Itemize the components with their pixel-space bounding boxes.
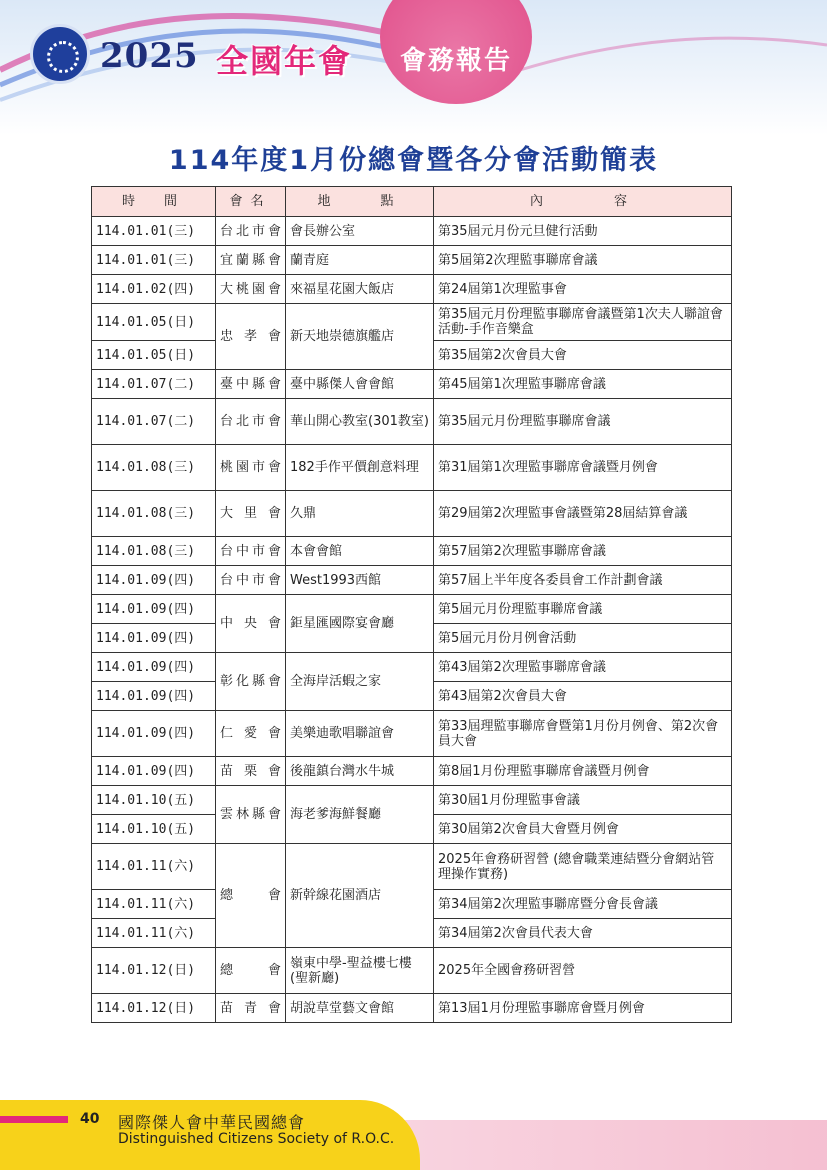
footer-org-name-english: Distinguished Citizens Society of R.O.C. — [118, 1131, 395, 1147]
cell-content: 2025年全國會務研習營 — [434, 948, 732, 994]
cell-date: 114.01.11(六) — [92, 844, 216, 890]
header-year: 2025 — [100, 36, 199, 76]
cell-venue: 美樂迪歌唱聯誼會 — [286, 711, 434, 757]
cell-org: 仁愛會 — [216, 711, 286, 757]
cell-content: 第35屆元月份元旦健行活動 — [434, 217, 732, 246]
cell-date: 114.01.11(六) — [92, 890, 216, 919]
header-date: 時 間 — [92, 187, 216, 217]
cell-date: 114.01.09(四) — [92, 757, 216, 786]
cell-date: 114.01.07(二) — [92, 370, 216, 399]
cell-content: 第24屆第1次理監事會 — [434, 275, 732, 304]
cell-date: 114.01.10(五) — [92, 815, 216, 844]
table-row — [92, 844, 732, 890]
cell-date: 114.01.09(四) — [92, 624, 216, 653]
table-row — [92, 948, 732, 994]
cell-org: 總會 — [216, 948, 286, 994]
cell-date: 114.01.01(三) — [92, 246, 216, 275]
cell-content: 第30屆第2次會員大會暨月例會 — [434, 815, 732, 844]
cell-org: 台北市會 — [216, 399, 286, 445]
section-label: 會務報告 — [399, 46, 512, 76]
cell-venue: 海老爹海鮮餐廳 — [286, 786, 434, 844]
cell-content: 第34屆第2次理監事聯席暨分會長會議 — [434, 890, 732, 919]
cell-org: 宜蘭縣會 — [216, 246, 286, 275]
cell-venue: 新天地崇德旗艦店 — [286, 304, 434, 370]
table-row — [92, 217, 732, 246]
cell-content: 第5屆元月份理監事聯席會議 — [434, 595, 732, 624]
cell-org: 大桃園會 — [216, 275, 286, 304]
cell-content: 第29屆第2次理監事會議暨第28屆結算會議 — [434, 491, 732, 537]
cell-org: 苗栗會 — [216, 757, 286, 786]
cell-org: 彰化縣會 — [216, 653, 286, 711]
footer-org-name-chinese: 國際傑人會中華民國總會 — [118, 1113, 306, 1132]
cell-date: 114.01.05(日) — [92, 304, 216, 341]
cell-org: 忠孝會 — [216, 304, 286, 370]
cell-date: 114.01.10(五) — [92, 786, 216, 815]
cell-org: 台中市會 — [216, 537, 286, 566]
cell-date: 114.01.09(四) — [92, 595, 216, 624]
cell-date: 114.01.09(四) — [92, 711, 216, 757]
cell-org: 台北市會 — [216, 217, 286, 246]
table-row — [92, 653, 732, 682]
cell-content: 第33屆理監事聯席會暨第1月份月例會、第2次會員大會 — [434, 711, 732, 757]
cell-venue: 久鼎 — [286, 491, 434, 537]
cell-content: 第35屆第2次會員大會 — [434, 341, 732, 370]
footer-pink-band — [400, 1120, 827, 1170]
cell-date: 114.01.05(日) — [92, 341, 216, 370]
cell-venue: 182手作平價創意料理 — [286, 445, 434, 491]
header-org: 會名 — [216, 187, 286, 217]
cell-content: 第8屆1月份理監事聯席會議暨月例會 — [434, 757, 732, 786]
table-row — [92, 566, 732, 595]
table-row — [92, 757, 732, 786]
cell-content: 第13屆1月份理監事聯席會暨月例會 — [434, 994, 732, 1023]
cell-content: 第57屆上半年度各委員會工作計劃會議 — [434, 566, 732, 595]
cell-date: 114.01.11(六) — [92, 919, 216, 948]
header-venue: 地 點 — [286, 187, 434, 217]
cell-date: 114.01.09(四) — [92, 653, 216, 682]
cell-org: 苗青會 — [216, 994, 286, 1023]
cell-date: 114.01.02(四) — [92, 275, 216, 304]
table-row — [92, 370, 732, 399]
cell-org: 大里會 — [216, 491, 286, 537]
cell-date: 114.01.08(三) — [92, 445, 216, 491]
cell-venue: 嶺東中學-聖益樓七樓(聖新廳) — [286, 948, 434, 994]
cell-content: 第43屆第2次理監事聯席會議 — [434, 653, 732, 682]
cell-content: 2025年會務研習營 (總會職業連結暨分會網站管理操作實務) — [434, 844, 732, 890]
cell-content: 第45屆第1次理監事聯席會議 — [434, 370, 732, 399]
cell-org: 雲林縣會 — [216, 786, 286, 844]
table-row — [92, 445, 732, 491]
table-row — [92, 491, 732, 537]
cell-venue: 胡說草堂藝文會館 — [286, 994, 434, 1023]
cell-org: 總會 — [216, 844, 286, 948]
table-row — [92, 595, 732, 624]
cell-date: 114.01.08(三) — [92, 537, 216, 566]
cell-content: 第30屆1月份理監事會議 — [434, 786, 732, 815]
cell-org: 桃園市會 — [216, 445, 286, 491]
cell-venue: 全海岸活蝦之家 — [286, 653, 434, 711]
header-content: 內 容 — [434, 187, 732, 217]
table-header-row — [92, 187, 732, 217]
table-row — [92, 399, 732, 445]
cell-venue: 華山開心教室(301教室) — [286, 399, 434, 445]
cell-org: 中央會 — [216, 595, 286, 653]
cell-venue: 後龍鎮台灣水牛城 — [286, 757, 434, 786]
table-row — [92, 304, 732, 341]
cell-date: 114.01.01(三) — [92, 217, 216, 246]
cell-org: 台中市會 — [216, 566, 286, 595]
table-row — [92, 537, 732, 566]
cell-content: 第35屆元月份理監事聯席會議暨第1次夫人聯誼會活動-手作音樂盒 — [434, 304, 732, 341]
table-row — [92, 246, 732, 275]
cell-date: 114.01.12(日) — [92, 994, 216, 1023]
cell-content: 第5屆元月份月例會活動 — [434, 624, 732, 653]
table-row — [92, 786, 732, 815]
cell-date: 114.01.07(二) — [92, 399, 216, 445]
cell-content: 第5屆第2次理監事聯席會議 — [434, 246, 732, 275]
table-row — [92, 711, 732, 757]
cell-date: 114.01.09(四) — [92, 566, 216, 595]
header-conference: 全國年會 — [216, 42, 353, 80]
society-emblem-icon — [30, 24, 90, 84]
cell-content: 第31屆第1次理監事聯席會議暨月例會 — [434, 445, 732, 491]
page-title: 114年度1月份總會暨各分會活動簡表 — [168, 145, 659, 176]
page-number: 40 — [80, 1111, 100, 1127]
cell-date: 114.01.08(三) — [92, 491, 216, 537]
cell-venue: 鉅星匯國際宴會廳 — [286, 595, 434, 653]
cell-venue: 蘭青庭 — [286, 246, 434, 275]
cell-venue: 會長辦公室 — [286, 217, 434, 246]
activity-table — [91, 186, 732, 1023]
cell-venue: 新幹線花園酒店 — [286, 844, 434, 948]
table-row — [92, 994, 732, 1023]
cell-venue: 臺中縣傑人會會館 — [286, 370, 434, 399]
cell-date: 114.01.09(四) — [92, 682, 216, 711]
cell-content: 第34屆第2次會員代表大會 — [434, 919, 732, 948]
cell-org: 臺中縣會 — [216, 370, 286, 399]
cell-date: 114.01.12(日) — [92, 948, 216, 994]
cell-venue: 本會會館 — [286, 537, 434, 566]
table-row — [92, 275, 732, 304]
cell-venue: 來福星花園大飯店 — [286, 275, 434, 304]
footer-accent-line — [0, 1116, 68, 1123]
cell-content: 第35屆元月份理監事聯席會議 — [434, 399, 732, 445]
cell-content: 第43屆第2次會員大會 — [434, 682, 732, 711]
cell-venue: West1993西館 — [286, 566, 434, 595]
cell-content: 第57屆第2次理監事聯席會議 — [434, 537, 732, 566]
